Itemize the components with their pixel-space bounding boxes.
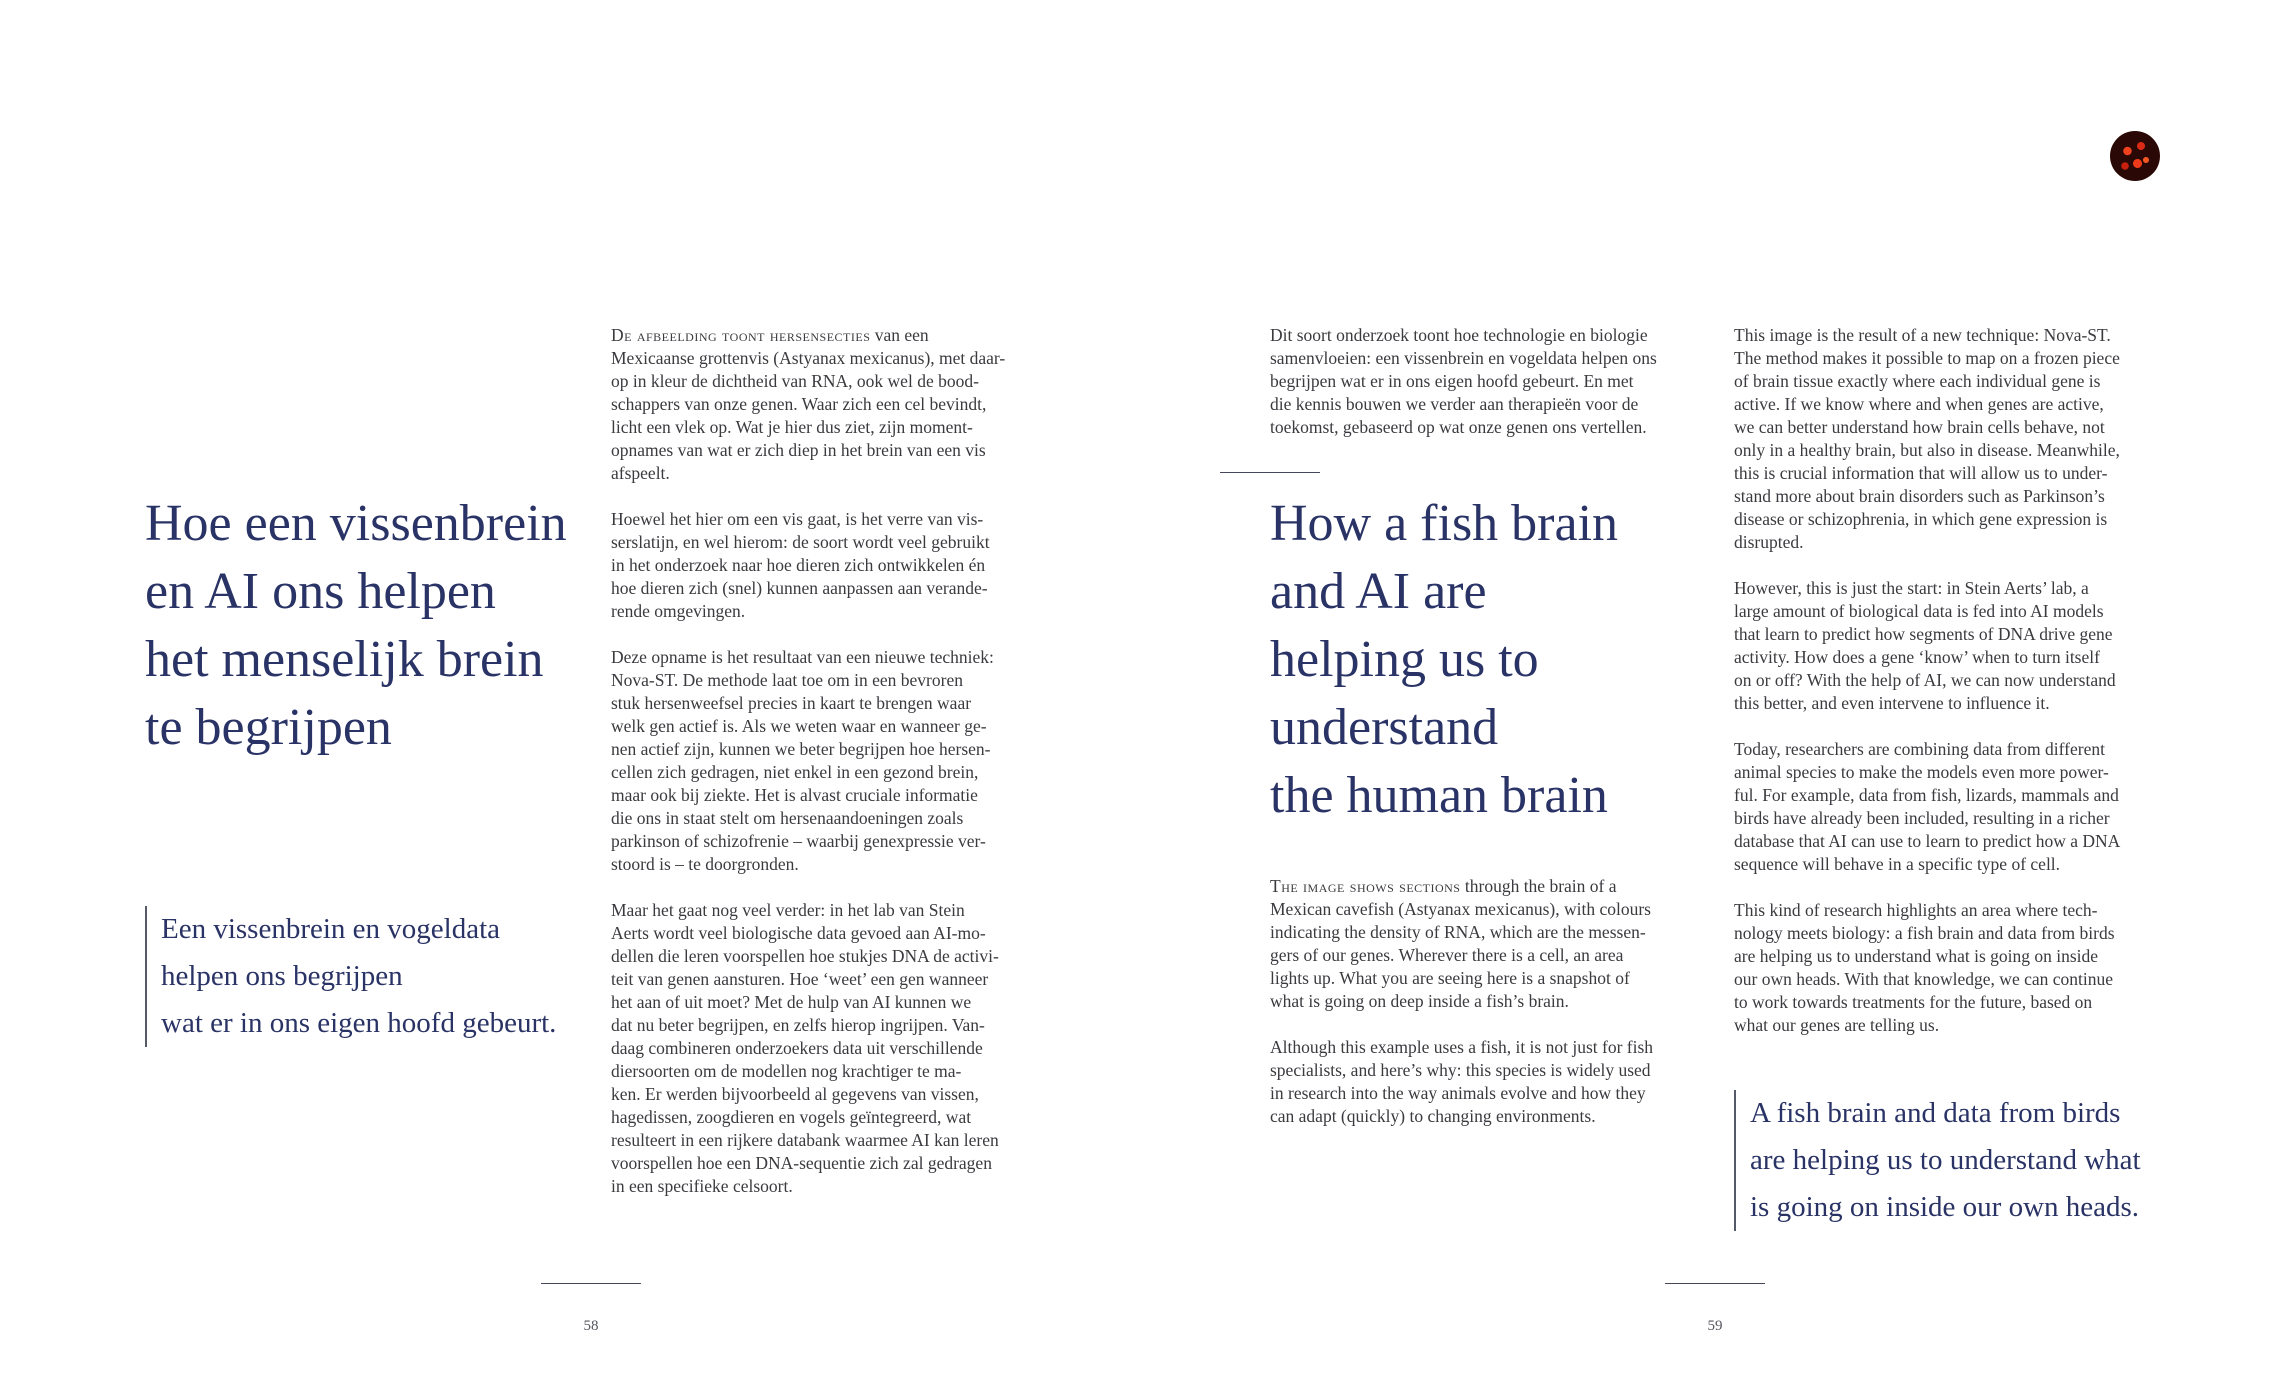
red-cell-logo-icon — [2110, 131, 2160, 181]
right-lead: The image shows sections — [1270, 876, 1461, 896]
left-paragraph-4: Maar het gaat nog veel verder: in het lab van Stein Aerts wordt veel biologische data gevoed aan AI-mo- dellen die leren voorspellen hoe stukjes DNA de activi- teit van genen aansturen. Hoe ‘weet’ een gen wanneer het aan of uit moet? Met de hulp van AI kunnen we dat nu beter begrijpen, en zelfs hierop ingrijpen. Van- daag combineren onderzoekers data uit verschillende diersoorten om de modellen nog krachtiger te ma- ken. Er werden bijvoorbeeld al gegevens van vissen, hagedissen, zoogdieren en vogels geïntegreerd, wat resulteert in een rijkere databank waarmee AI kan leren voorspellen hoe een DNA-sequentie zich zal gedragen in een specifieke celsoort. — [611, 900, 999, 1196]
right-intro-paragraph: Dit soort onderzoek toont hoe technologie en biologie samenvloeien: een vissenbrein en vogeldata helpen ons begrijpen wat er in ons eigen hoofd gebeurt. En met die kennis bouwen we verder aan therapieën voor de toekomst, gebaseerd op wat onze genen ons vertellen. — [1270, 325, 1657, 437]
left-paragraph-2: Hoewel het hier om een vis gaat, is het verre van vis- serslatijn, en wel hierom: de soort wordt veel gebruikt in het onderzoek naar hoe dieren zich ontwikkelen én hoe dieren zich (snel) kunnen aanpassen aan verande- rende omgevingen. — [611, 509, 990, 621]
right-col2-paragraph-3: Today, researchers are combining data from different animal species to make the models even more power- ful. For example, data from fish, lizards, mammals and birds have already been included, resulting in a richer database that AI can use to learn to predict how a DNA sequence will behave in a specific type of cell. — [1734, 739, 2121, 874]
right-col2-paragraph-1: This image is the result of a new technique: Nova-ST. The method makes it possible to map on a frozen piece of brain tissue exactly where each individual gene is active. If we know where and when genes are active, we can better understand how brain cells behave, not only in a healthy brain, but also in disease. Meanwhile, this is crucial information that will allow us to under- stand more about brain disorders such as Parkinson’s disease or schizophrenia, in which gene expression is disrupted. — [1734, 325, 2120, 552]
right-col1-paragraph-2: Although this example uses a fish, it is not just for fish specialists, and here’s why: this species is widely used in research into the way animals evolve and how they can adapt (quickly) to changing environments. — [1270, 1037, 1654, 1126]
right-column-1 — [1270, 875, 1710, 1151]
left-title: Hoe een vissenbrein en AI ons helpen het menselijk brein te begrijpen — [145, 495, 567, 756]
right-title-rule — [1220, 472, 1320, 473]
right-page-number: 59 — [1707, 1318, 1723, 1334]
left-paragraph-3: Deze opname is het resultaat van een nieuwe techniek: Nova-ST. De methode laat toe om in een bevroren stuk hersenweefsel precies in kaart te brengen waar welk gen actief is. Als we weten waar en wanneer ge- nen actief zijn, kunnen we beter begrijpen hoe hersen- cellen zich gedragen, niet enkel in een gezond brein, maar ook bij ziekte. Het is alvast cruciale informatie die ons in staat stelt om hersenaandoeningen zoals parkinson of schizofrenie – waarbij genexpressie ver- stoord is – te doorgronden. — [611, 647, 994, 874]
left-body — [611, 324, 1051, 1221]
right-col2-paragraph-4: This kind of research highlights an area where tech- nology meets biology: a fish brain and data from birds are helping us to understand what is going on inside our own heads. With that knowledge, we can continue to work towards treatments for the future, based on what our genes are telling us. — [1734, 900, 2115, 1035]
right-col2-paragraph-2: However, this is just the start: in Stein Aerts’ lab, a large amount of biological data is fed into AI models that learn to predict how segments of DNA drive gene activity. How does a gene ‘know’ when to turn itself on or off? With the help of AI, we can now understand this better, and even intervene to influence it. — [1734, 578, 2116, 713]
left-lead: De afbeelding toont hersensecties — [611, 325, 871, 345]
right-footer-rule — [1665, 1283, 1765, 1284]
left-page-number: 58 — [583, 1318, 599, 1334]
left-footer-rule — [541, 1283, 641, 1284]
right-col1-paragraph-1: The image shows sections through the brain of a Mexican cavefish (Astyanax mexicanus), with colours indicating the density of RNA, which are the messen- gers of our genes. Wherever there is a cell, an area lights up. What you are seeing here is a snapshot of what is going on deep inside a fish’s brain. — [1270, 876, 1651, 1011]
left-pullquote: Een vissenbrein en vogeldata helpen ons begrijpen wat er in ons eigen hoofd gebeurt. — [145, 906, 556, 1047]
left-paragraph-1: De afbeelding toont hersensecties van een Mexicaanse grottenvis (Astyanax mexicanus), met daar- op in kleur de dichtheid van RNA, ook wel de bood- schappers van onze genen. Waar zich een cel bevindt, licht een vlek op. Wat je hier dus ziet, zijn moment- opnames van wat er zich diep in het brein van een vis afspeelt. — [611, 325, 1006, 483]
right-title: How a fish brain and AI are helping us to understand the human brain — [1270, 495, 1619, 824]
right-pullquote: A fish brain and data from birds are helping us to understand what is going on inside our own heads. — [1734, 1090, 2141, 1231]
right-intro — [1270, 324, 1710, 462]
right-column-2 — [1734, 324, 2184, 1060]
